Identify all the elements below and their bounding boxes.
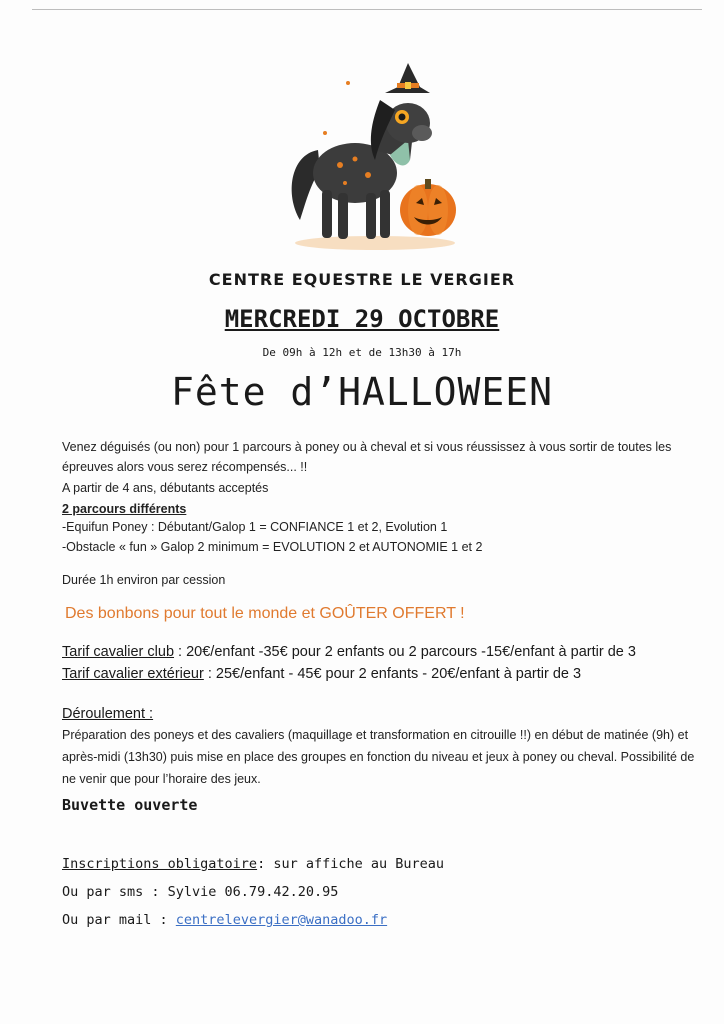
- centre-name: CENTRE EQUESTRE LE VERGIER: [208, 270, 516, 289]
- event-date: MERCREDI 29 OCTOBRE: [224, 305, 500, 333]
- inscriptions-line: [62, 856, 444, 872]
- tarif-ext-text: : 25€/enfant - 45€ pour 2 enfants - 20€/enfant à partir de 3: [203, 666, 582, 682]
- tarif-club: [62, 644, 636, 660]
- event-title: Fête d’HALLOWEEN: [170, 370, 554, 414]
- tarif-exterieur: [62, 666, 581, 682]
- email-link[interactable]: centrelevergier@wanadoo.fr: [175, 912, 388, 928]
- intro-text: Venez déguisés (ou non) pour 1 parcours à poney ou à cheval et si vous réussissez à vous sortir de toutes les épreuves alors vous serez récompensés... !!: [62, 440, 672, 474]
- parcours-title: 2 parcours différents: [62, 502, 187, 516]
- duration-text: Durée 1h environ par cession: [62, 573, 226, 587]
- deroulement-title: Déroulement :: [62, 706, 154, 722]
- deroulement-text: Préparation des poneys et des cavaliers (maquillage et transformation en citrouille !!) en début de matinée (9h) et après-midi (13h30) puis mise en place des groupes en fonction du niveau et jeux à poney ou cheval. Possibilité de ne venir que pour l’horaire des jeux.: [62, 728, 695, 786]
- mail-contact: [62, 912, 387, 928]
- age-text: A partir de 4 ans, débutants acceptés: [62, 481, 269, 495]
- event-hours: De 09h à 12h et de 13h30 à 17h: [262, 346, 462, 359]
- top-border-line: [32, 9, 702, 10]
- tarif-club-text: : 20€/enfant -35€ pour 2 enfants ou 2 parcours -15€/enfant à partir de 3: [174, 644, 636, 660]
- sms-contact: Ou par sms : Sylvie 06.79.42.20.95: [62, 884, 339, 900]
- tarif-club-label: Tarif cavalier club: [62, 644, 175, 660]
- inscriptions-label: Inscriptions obligatoire: [62, 856, 258, 872]
- parcours-item-equifun: -Equifun Poney : Débutant/Galop 1 = CONFIANCE 1 et 2, Evolution 1: [62, 520, 448, 534]
- bonbons-highlight: Des bonbons pour tout le monde et GOÛTER OFFERT !: [65, 605, 465, 622]
- mail-prefix: Ou par mail :: [62, 912, 176, 928]
- buvette-text: Buvette ouverte: [62, 796, 198, 814]
- inscriptions-text: : sur affiche au Bureau: [257, 856, 445, 872]
- tarif-ext-label: Tarif cavalier extérieur: [62, 666, 204, 682]
- halloween-pony-pumpkin-icon: [280, 55, 470, 255]
- parcours-item-obstacle: -Obstacle « fun » Galop 2 minimum = EVOLUTION 2 et AUTONOMIE 1 et 2: [62, 540, 483, 554]
